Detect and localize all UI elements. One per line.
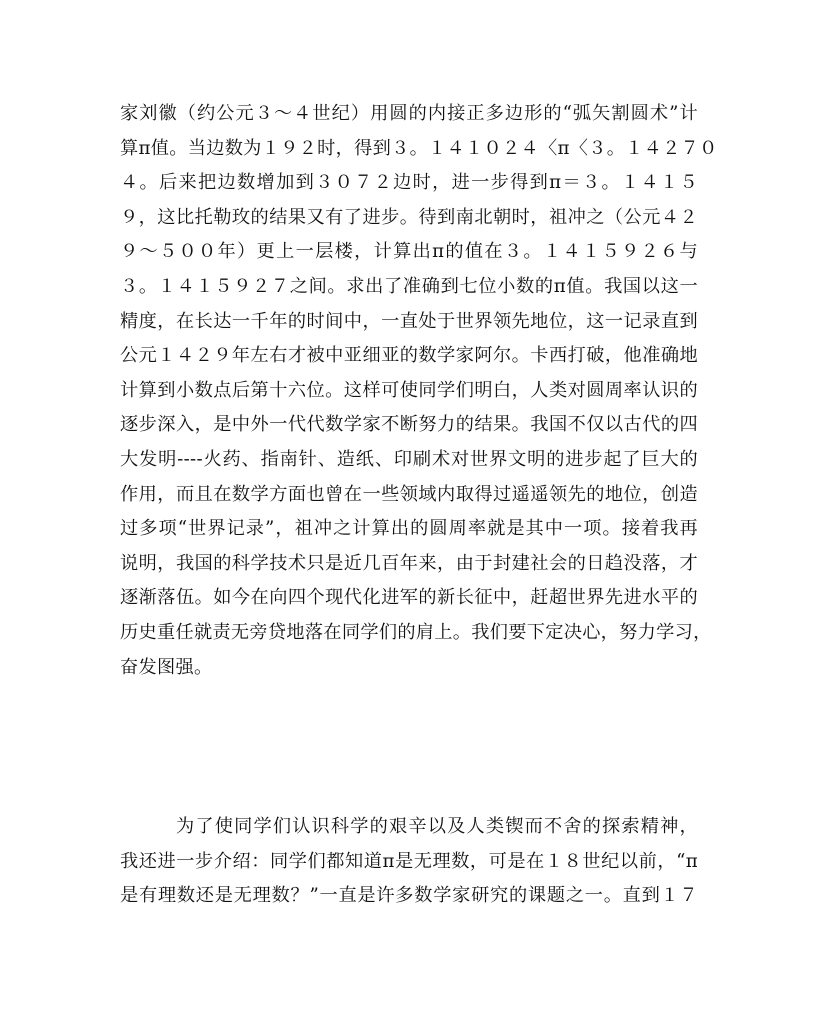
text-line: 是有理数还是无理数？”一直是许多数学家研究的课题之一。直到１７ <box>120 885 698 907</box>
text-line: 公元１４２９年左右才被中亚细亚的数学家阿尔。卡西打破，他准确地 <box>120 345 698 367</box>
text-line: 算π值。当边数为１９２时，得到３。１４１０２４〈π〈３。１４２７０ <box>120 137 718 159</box>
text-line: 家刘徽（约公元３～４世纪）用圆的内接正多边形的“弧矢割圆术”计 <box>120 103 698 124</box>
text-line: 逐渐落伍。如今在向四个现代化进军的新长征中，赶超世界先进水平的 <box>120 587 698 609</box>
text-line: 我还进一步介绍：同学们都知道π是无理数，可是在１８世纪以前，“π <box>120 850 698 872</box>
text-line: 大发明----火药、指南针、造纸、印刷术对世界文明的进步起了巨大的 <box>120 448 698 470</box>
text-line: 计算到小数点后第十六位。这样可使同学们明白，人类对圆周率认识的 <box>120 379 698 401</box>
text-line: ４。后来把边数增加到３０７２边时，进一步得到π＝３。１４１５ <box>120 172 698 194</box>
text-line: 过多项“世界记录”，祖冲之计算出的圆周率就是其中一项。接着我再 <box>120 518 698 540</box>
text-line: 精度，在长达一千年的时间中，一直处于世界领先地位，这一记录直到 <box>120 310 698 332</box>
text-line: 说明，我国的科学技术只是近几百年来，由于封建社会的日趋没落，才 <box>120 552 698 574</box>
text-line: ３。１４１５９２７之间。求出了准确到七位小数的π值。我国以这一 <box>120 275 698 297</box>
text-line: 作用，而且在数学方面也曾在一些领域内取得过遥遥领先的地位，创造 <box>120 483 698 505</box>
text-line: 历史重任就责无旁贷地落在同学们的肩上。我们要下定决心，努力学习， <box>120 621 712 643</box>
body-paragraph-2 <box>120 810 698 914</box>
text-line: ９～５００年）更上一层楼，计算出π的值在３。１４１５９２６与 <box>120 241 698 263</box>
text-line: 奋发图强。 <box>120 656 213 678</box>
body-paragraph-1 <box>120 97 718 685</box>
text-line: 为了使同学们认识科学的艰辛以及人类锲而不舍的探索精神， <box>176 816 698 837</box>
text-line: ９，这比托勒玫的结果又有了进步。待到南北朝时，祖冲之（公元４２ <box>120 206 698 228</box>
text-line: 逐步深入，是中外一代代数学家不断努力的结果。我国不仅以古代的四 <box>120 414 698 436</box>
